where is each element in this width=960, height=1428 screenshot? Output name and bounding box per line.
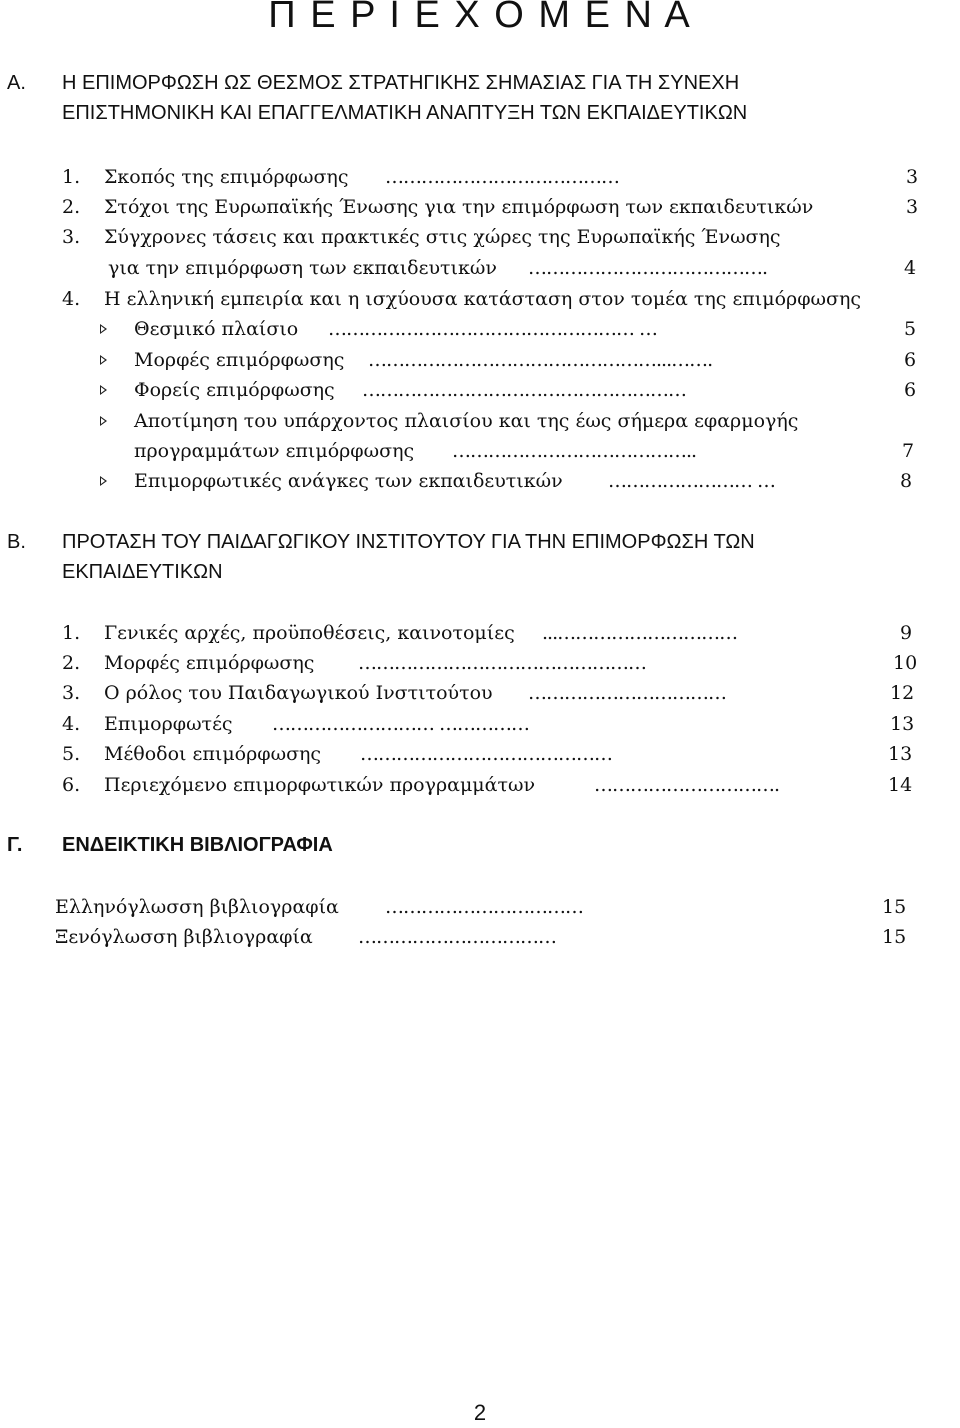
entry-number: 3. bbox=[62, 682, 81, 704]
entry-leader: …………………………… bbox=[358, 926, 556, 948]
entry-leader: …………………………………………...……. bbox=[368, 349, 713, 371]
entry-number: 2. bbox=[62, 652, 81, 674]
entry-title: Ξενόγλωσση βιβλιογραφία bbox=[55, 926, 313, 948]
entry-page: 5 bbox=[904, 318, 917, 340]
entry-leader: …………………………… bbox=[528, 682, 726, 704]
entry-page: 3 bbox=[906, 196, 919, 218]
entry-page: 3 bbox=[906, 166, 919, 188]
entry-title: Επιμορφωτές bbox=[104, 713, 233, 735]
entry-leader: …………………………………………… … bbox=[328, 318, 658, 340]
entry-title: Ο ρόλος του Παιδαγωγικού Ινστιτούτου bbox=[104, 682, 493, 704]
entry-leader: ……………………… …………… bbox=[272, 713, 530, 735]
entry-page: 13 bbox=[890, 713, 915, 735]
entry-title: Θεσμικό πλαίσιο bbox=[134, 318, 299, 340]
entry-title: Αποτίμηση του υπάρχοντος πλαισίου και της έως σήμερα εφαρμογής bbox=[134, 410, 799, 432]
entry-page: 7 bbox=[902, 440, 915, 462]
entry-title: Στόχοι της Ευρωπαϊκής Ένωσης για την επιμόρφωση των εκπαιδευτικών bbox=[104, 196, 814, 218]
section-b-letter: Β. bbox=[7, 531, 26, 553]
entry-page: 9 bbox=[900, 622, 913, 644]
entry-page: 10 bbox=[893, 652, 918, 674]
entry-title: Μέθοδοι επιμόρφωσης bbox=[104, 743, 322, 765]
entry-number: 5. bbox=[62, 743, 81, 765]
page-title: Π Ε Ρ Ι Ε Χ Ο Μ Ε Ν Α bbox=[268, 0, 692, 36]
entry-page: 6 bbox=[904, 379, 917, 401]
entry-number: 2. bbox=[62, 196, 81, 218]
entry-leader: …………………………………. bbox=[528, 257, 768, 279]
entry-page: 15 bbox=[882, 926, 907, 948]
section-a-title-line2: ΕΠΙΣΤΗΜΟΝΙΚΗ ΚΑΙ ΕΠΑΓΓΕΛΜΑΤΙΚΗ ΑΝΑΠΤΥΞΗ ΤΩΝ ΕΚΠΑΙΔΕΥΤΙΚΩΝ bbox=[62, 102, 748, 124]
entry-leader: ………………………………….. bbox=[452, 440, 697, 462]
triangle-bullet-icon bbox=[100, 416, 107, 426]
entry-title: προγραμμάτων επιμόρφωσης bbox=[134, 440, 415, 462]
entry-leader: …………………… … bbox=[608, 470, 776, 492]
entry-title: Σκοπός της επιμόρφωσης bbox=[104, 166, 349, 188]
triangle-bullet-icon bbox=[100, 476, 107, 486]
entry-number: 6. bbox=[62, 774, 81, 796]
section-c-title: ΕΝΔΕΙΚΤΙΚΗ ΒΙΒΛΙΟΓΡΑΦΙΑ bbox=[62, 834, 333, 856]
entry-number: 3. bbox=[62, 226, 81, 248]
entry-title: Φορείς επιμόρφωσης bbox=[134, 379, 335, 401]
page-number: 2 bbox=[473, 1400, 487, 1425]
entry-page: 13 bbox=[888, 743, 913, 765]
entry-title: Μορφές επιμόρφωσης bbox=[134, 349, 345, 371]
entry-page: 8 bbox=[900, 470, 913, 492]
entry-number: 4. bbox=[62, 288, 81, 310]
entry-title: Μορφές επιμόρφωσης bbox=[104, 652, 315, 674]
entry-leader: ……………………………………………… bbox=[362, 379, 686, 401]
entry-number: 4. bbox=[62, 713, 81, 735]
triangle-bullet-icon bbox=[100, 355, 107, 365]
section-a-title-line1: Η ΕΠΙΜΟΡΦΩΣΗ ΩΣ ΘΕΣΜΟΣ ΣΤΡΑΤΗΓΙΚΗΣ ΣΗΜΑΣΙΑΣ ΓΙΑ ΤΗ ΣΥΝΕΧΗ bbox=[62, 72, 740, 94]
entry-page: 14 bbox=[888, 774, 913, 796]
entry-title: Επιμορφωτικές ανάγκες των εκπαιδευτικών bbox=[134, 470, 563, 492]
entry-page: 15 bbox=[882, 896, 907, 918]
entry-page: 6 bbox=[904, 349, 917, 371]
entry-leader: ...………………………… bbox=[542, 622, 738, 644]
entry-leader: ………………………………………… bbox=[358, 652, 646, 674]
section-b-title-line1: ΠΡΟΤΑΣΗ ΤΟΥ ΠΑΙΔΑΓΩΓΙΚΟΥ ΙΝΣΤΙΤΟΥΤΟΥ ΓΙΑ ΤΗΝ ΕΠΙΜΟΡΦΩΣΗ ΤΩΝ bbox=[62, 531, 755, 553]
entry-title: για την επιμόρφωση των εκπαιδευτικών bbox=[108, 257, 497, 279]
section-b-title-line2: ΕΚΠΑΙΔΕΥΤΙΚΩΝ bbox=[62, 561, 223, 583]
entry-title: Ελληνόγλωσση βιβλιογραφία bbox=[55, 896, 339, 918]
entry-leader: …………………………………… bbox=[360, 743, 612, 765]
entry-title: Η ελληνική εμπειρία και η ισχύουσα κατάσταση στον τομέα της επιμόρφωσης bbox=[104, 288, 861, 310]
triangle-bullet-icon bbox=[100, 324, 107, 334]
entry-page: 4 bbox=[904, 257, 917, 279]
entry-leader: …………………………… bbox=[385, 896, 583, 918]
entry-leader: ………………………………… bbox=[385, 166, 619, 188]
entry-number: 1. bbox=[62, 166, 81, 188]
triangle-bullet-icon bbox=[100, 385, 107, 395]
entry-title: Γενικές αρχές, προϋποθέσεις, καινοτομίες bbox=[104, 622, 515, 644]
entry-page: 12 bbox=[890, 682, 915, 704]
entry-leader: …………………………. bbox=[594, 774, 780, 796]
entry-number: 1. bbox=[62, 622, 81, 644]
section-c-letter: Γ. bbox=[7, 834, 23, 856]
entry-title: Σύγχρονες τάσεις και πρακτικές στις χώρες της Ευρωπαϊκής Ένωσης bbox=[104, 226, 781, 248]
entry-title: Περιεχόμενο επιμορφωτικών προγραμμάτων bbox=[104, 774, 536, 796]
section-a-letter: Α. bbox=[7, 72, 26, 94]
